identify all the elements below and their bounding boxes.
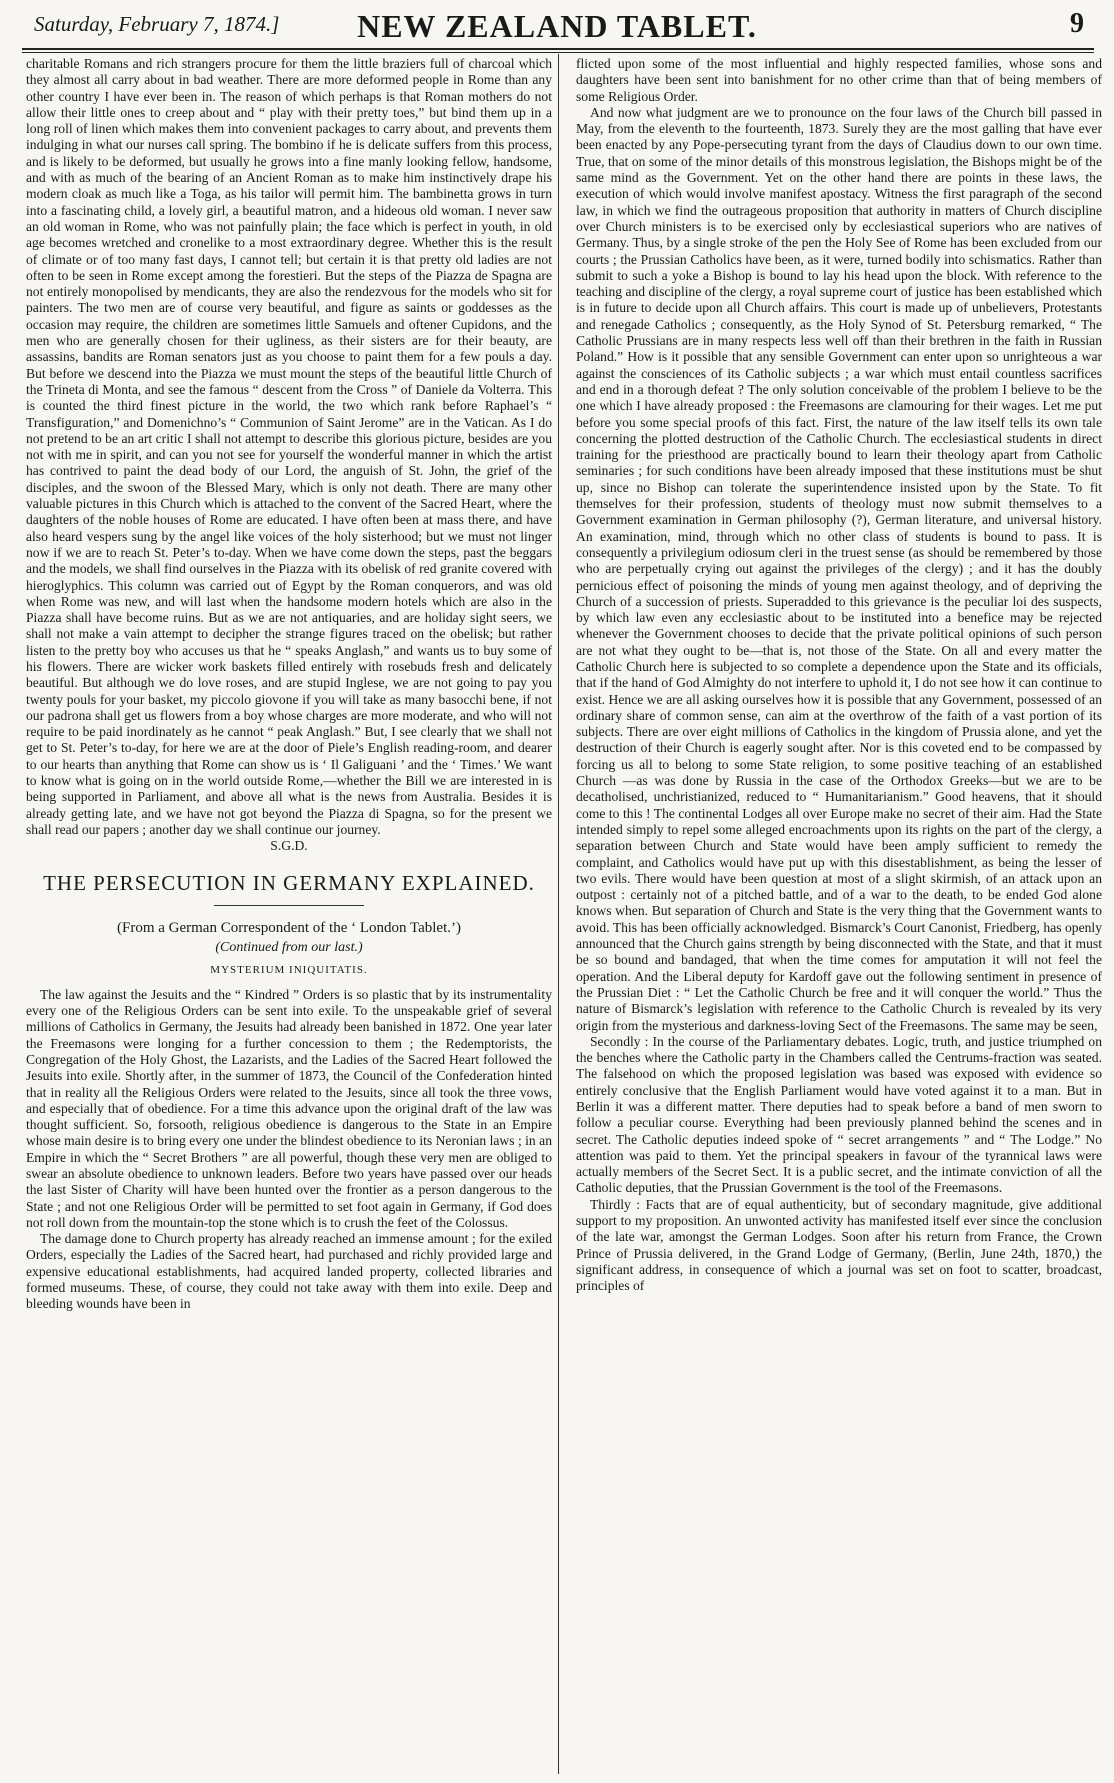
masthead-rule <box>22 48 1094 53</box>
article-continued-note: (Continued from our last.) <box>215 940 363 956</box>
article-source: (From a German Correspondent of the ‘ London Tablet.’) <box>117 919 461 936</box>
article-title: THE PERSECUTION IN GERMANY EXPLAINED. <box>43 870 535 895</box>
article-subheading: MYSTERIUM INIQUITATIS. <box>210 964 368 977</box>
article-paragraph: The law against the Jesuits and the “ Kindred ” Orders is so plastic that by its instrumentality every one of the Religious Orders can be sent into exile. To the unspeakable grief of several millions of Catholics in Germany, the Jesuits had already been banished in 1872. One year later the Freemasons were longing for a further concession to them ; the Redemptorists, the Congregation of the Holy Ghost, the Lazarists, and the Ladies of the Sacred Heart followed the Jesuits into exile. Shortly after, in the summer of 1873, the Council of the Confederation hinted that in reality all the Religious Orders were related to the Jesuits, since all took the three vows, and especially that of obedience. For a time this advance upon the original draft of the law was thought sufficient. So, forsooth, religious obedience is dangerous to the State in an Empire whose main desire is to bring every one under the blindest obedience to its Neronian laws ; in an Empire in which the “ Secret Brothers ” are all powerful, though these very men are obliged to swear an absolute obedience to unknown leaders. Before two years have passed over our heads the last Sister of Charity will have been hunted over the frontier as a person dangerous to the State ; and not one Religious Order will be permitted to set foot again in Germany, if God does not roll down from the mountain-top the stone which is to crush the feet of the Colossus. <box>26 986 552 1230</box>
column-divider <box>558 54 559 1774</box>
continued-article-text: charitable Romans and rich strangers procure for them the little braziers full of charcoal which they almost all carry about in bad weather. There are more deformed people in Rome than any other country I have ever been in. The reason of which perhaps is that Roman mothers do not allow their little ones to creep about and “ play with their pretty toes,” but bind them up in a long roll of linen which makes them into convenient packages to carry about, and prevents them indulging in what our nurses call spring. The bombino if he is delicate suffers from this process, and is likely to be deformed, but usually he grows into a fine manly looking fellow, handsome, and with as much of the bearing of an Ancient Roman as to make him instinctively drape his modern cloak as much like a Toga, as his tailor will permit him. The bambinetta grows in turn into a fascinating child, a lovely girl, a beautiful matron, and a hideous old woman. I never saw an old woman in Rome, who was not painfully plain; the face which is perfect in youth, in old age becomes wretched and cronelike to a most extraordinary degree. Whether this is the result of climate or of too many fast days, I cannot tell; but certain it is that pretty old ladies are not often to be seen in Rome except among the forestieri. But the steps of the Piazza de Spagna are not entirely monopolised by mendicants, they are also the rendezvous for the models who sit for painters. The two men are of course very beautiful, and figure as saints or goddesses as the occasion may require, the children are sometimes little Samuels and oftener Cupidons, and the men who are generally chosen for their ugliness, as their sisters are for their beauty, are assassins, bandits are Roman senators just as you choose to paint them for a few pouls a day. But before we descend into the Piazza we must mount the steps of the beautiful little Church of the Trineta di Monta, and see the famous “ descent from the Cross ” of Daniele da Volterra. This is counted the third finest picture in the world, the two which rank before Raphael’s “ Transfiguration,” and Domenichno’s “ Communion of Saint Jerome” are in the Vatican. As I do not pretend to be an art critic I shall not attempt to describe this glorious picture, besides are you not with me in spirit, and can you not see for yourself the wonderful manner in which the artist has contrived to paint the dead body of our Lord, the anguish of St. John, the grief of the disciples, and the swoon of the Blessed Mary, which is only not death. There are many other valuable pictures in this Church which is attached to the convent of the Sacred Heart, where the daughters of the noble houses of Rome are educated. I have often been at mass there, and have also heard vespers sung by the angel like voices of the holy sisterhood; but we must not linger now if we are to reach St. Peter’s to-day. When we have come down the steps, past the beggars and the models, we shall find ourselves in the Piazza with its obelisk of red granite covered with hieroglyphics. This column was carried out of Egypt by the Roman conquerors, and was old when Rome was new, and will last when the handsome modern hotels which are also in the Piazza shall have become ruins. But as we are not antiquaries, and are holiday sight seers, we shall not make a vain attempt to decipher the strange figures traced on the obelisk; but rather listen to the pretty boy who accuses us that he “ speaks Anglash,” and wants us to buy some of his flowers. There are wicker work baskets filled entirely with rosebuds fresh and delicately beautiful. But although we do love roses, and are stupid Inglese, we are not going to pay you twenty pouls for your basket, my piccolo giovone if you will take as many basocchi bene, if not our padrona shall get us flowers from a boy whose charges are more moderate, and who will not require to be paid inordinately as he cannot “ peak Anglash.” But, I see clearly that we shall not get to St. Peter’s to-day, for here we are at the door of Piele’s English reading-room, and dearer to our hearts than anything that Rome can show us is ‘ Il Galiguani ’ and the ‘ Times.’ We want to know what is going on in the world outside Rome,—whether the Bill we are interested in is being supported in Parliament, and above all what is the news from Australia. Besides it is already getting late, and we have not got beyond the Piazza di Spagna, so for the present we shall read our papers ; another day we shall continue our journey. <box>26 56 552 837</box>
article-paragraph: flicted upon some of the most influential and highly respected families, whose sons and daughters have been sent into banishment for no other crime than that of being members of some Religious Order. <box>576 56 1102 104</box>
left-column <box>26 56 552 1776</box>
page-number: 9 <box>1070 8 1084 39</box>
issue-date: Saturday, February 7, 1874.] <box>34 12 280 36</box>
article-paragraph: Secondly : In the course of the Parliamentary debates. Logic, truth, and justice triumphed on the benches where the Catholic party in the Chambers called the Centrums-fraction was seated. The falsehood on which the proposed legislation was based was exposed with evidence so entirely conclusive that the English Parliament would have voted against it to a man. But in Berlin it was a different matter. There deputies had to speak before a band of men sworn to follow a peculiar course. Everything had been previously planned behind the scenes and in secret. The Catholic deputies indeed spoke of “ secret arrangements ” and “ The Lodge.” No attention was paid to them. Yet the principal speakers in favour of the tyrannical laws were actually members of the Secret Sect. It is a public secret, and the intimate conviction of all the Catholic deputies, that the Prussian Government is the tool of the Freemasons. <box>576 1033 1102 1196</box>
newspaper-title: NEW ZEALAND TABLET. <box>357 8 757 44</box>
article-paragraph: And now what judgment are we to pronounce on the four laws of the Church bill passed in May, from the eleventh to the fourteenth, 1873. Surely they are the most galling that have ever been enacted by any Pope-persecuting tyrant from the days of Claudius down to our own time. True, that on some of the minor details of this monstrous legislation, the Bishops might be of the same mind as the Government. Yet on the other hand there are points in these laws, the execution of which would involve manifest apostacy. Witness the first paragraph of the second law, in which we find the outrageous proposition that authority in matters of Church discipline over Church ministers is to be exercised only by ecclesiastical superiors who are natives of Germany. Thus, by a single stroke of the pen the Holy See of Rome has been excluded from our courts ; the Prussian Catholics have been, as it were, turned bodily into schismatics. Rather than submit to such a yoke a Bishop is bound to lay his head upon the block. With reference to the teaching and discipline of the clergy, a royal supreme court of justice has been established which is in future to decide upon all Church affairs. This court is made up of unbelievers, Protestants and renegade Catholics ; consequently, as the Holy Synod of St. Petersburg remarked, “ The Catholic Prussians are in many respects less well off than their brethren in the faith in Russian Poland.” How is it possible that any sensible Government can enter upon so unrighteous a war against the consciences of its Catholic subjects ; a war which must entail countless sacrifices and end in a thorough defeat ? The only solution conceivable of the problem I believe to be the one which I have already proposed : the Freemasons are clamouring for their wages. Let me put before you some special proofs of this fact. First, the nature of the law itself tells its own tale concerning the plotted destruction of the Catholic Church. The ecclesiastical students in direct training for the priesthood are practically bound to learn their theology apart from Catholic seminaries ; for such conditions have been already imposed that these institutions must be shut up, since no Bishop can tolerate the superintendence insisted upon by the State. To fit themselves for their profession, students of theology must now submit themselves to a Government examination in German philosophy (?), German literature, and universal history. An examination, mind, through which no other class of students is bound to pass. It is consequently a privilegium odiosum cleri in the truest sense (as should be remembered by those who are perpetually crying out against the privileges of the clergy) ; and it has the doubly pernicious effect of poisoning the minds of young men against theology, and of depriving the Church of a succession of priests. Superadded to this grievance is the peculiar loi des suspects, by which law even any ecclesiastic about to be instituted into a benefice may be rejected whenever the Government chooses to decide that the private political opinions of such person are not what they ought to be—that is, not those of the State. On all and every matter the Catholic Church here is subjected to so complete a dependence upon the State and its officials, that if the hand of God Almighty do not interfere to uphold it, I do not see how it can continue to exist. Hence we are all asking ourselves how it is possible that any Government, possessed of an ordinary share of common sense, can aim at the overthrow of the faith of a vast portion of its subjects. There are over eight millions of Catholics in the kingdom of Prussia alone, and yet the destruction of their Church is eagerly sought after. Nor is this coveted end to be compassed by forcing us all to belong to some State religion, to some positive teaching of an established Church —as was done by Russia in the case of the Orthodox Greeks—but we are to be decatholised, unchristianized, reduced to “ Humanitarianism.” Good heavens, that it should come to this ! The continental Lodges all over Europe make no secret of their aim. Had the State intended simply to repel some alleged encroachments upon its rights on the part of the clergy, a separation between Church and State would have been amply sufficient to remedy the complaint, and Catholics would have put up with this disestablishment, as being the lesser of two evils. There would have been question at most of a slight skirmish, of an attack upon an outpost : certainly not of a pitched battle, and of a war to the death, to be ended God alone knows when. But separation of Church and State is the very thing that the Government wants to avoid. This has been officially acknowledged. Bismarck’s Court Canonist, Friedberg, has openly announced that the Church gains strength by being disconnected with the State, and that it must be so bound and bandaged, that when the time comes for amputation it will not feel the operation. And the Liberal deputy for Kardoff gave out the following sentiment in presence of the Prussian Diet : “ Let the Catholic Church be free and it will conquer the world.” Thus the nature of Bismarck’s legislation with reference to the Catholic Church is revealed by its very origin from the mysterious and darkness-loving Sect of the Freemasons. The same may be seen, <box>576 104 1102 1033</box>
article-paragraph: Thirdly : Facts that are of equal authenticity, but of secondary magnitude, give additional support to my proposition. An unwonted activity has manifested itself ever since the conclusion of the late war, amongst the German Lodges. Soon after his return from France, the Crown Prince of Prussia delivered, in the Grand Lodge of Germany, (Berlin, June 24th, 1870,) the significant address, in consequence of which a journal was set on foot to scatter, broadcast, principles of <box>576 1196 1102 1294</box>
article-signature <box>26 838 552 854</box>
article-paragraph: The damage done to Church property has already reached an immense amount ; for the exiled Orders, especially the Ladies of the Sacred heart, had purchased and richly provided large and expensive educational establishments, had acquired landed property, collected libraries and formed museums. These, of course, they could not take away with them into exile. Deep and bleeding wounds have been in <box>26 1231 552 1312</box>
title-rule <box>214 905 364 906</box>
signature-text: S.G.D. <box>270 838 308 854</box>
masthead <box>20 6 1094 44</box>
right-column <box>576 56 1102 1776</box>
